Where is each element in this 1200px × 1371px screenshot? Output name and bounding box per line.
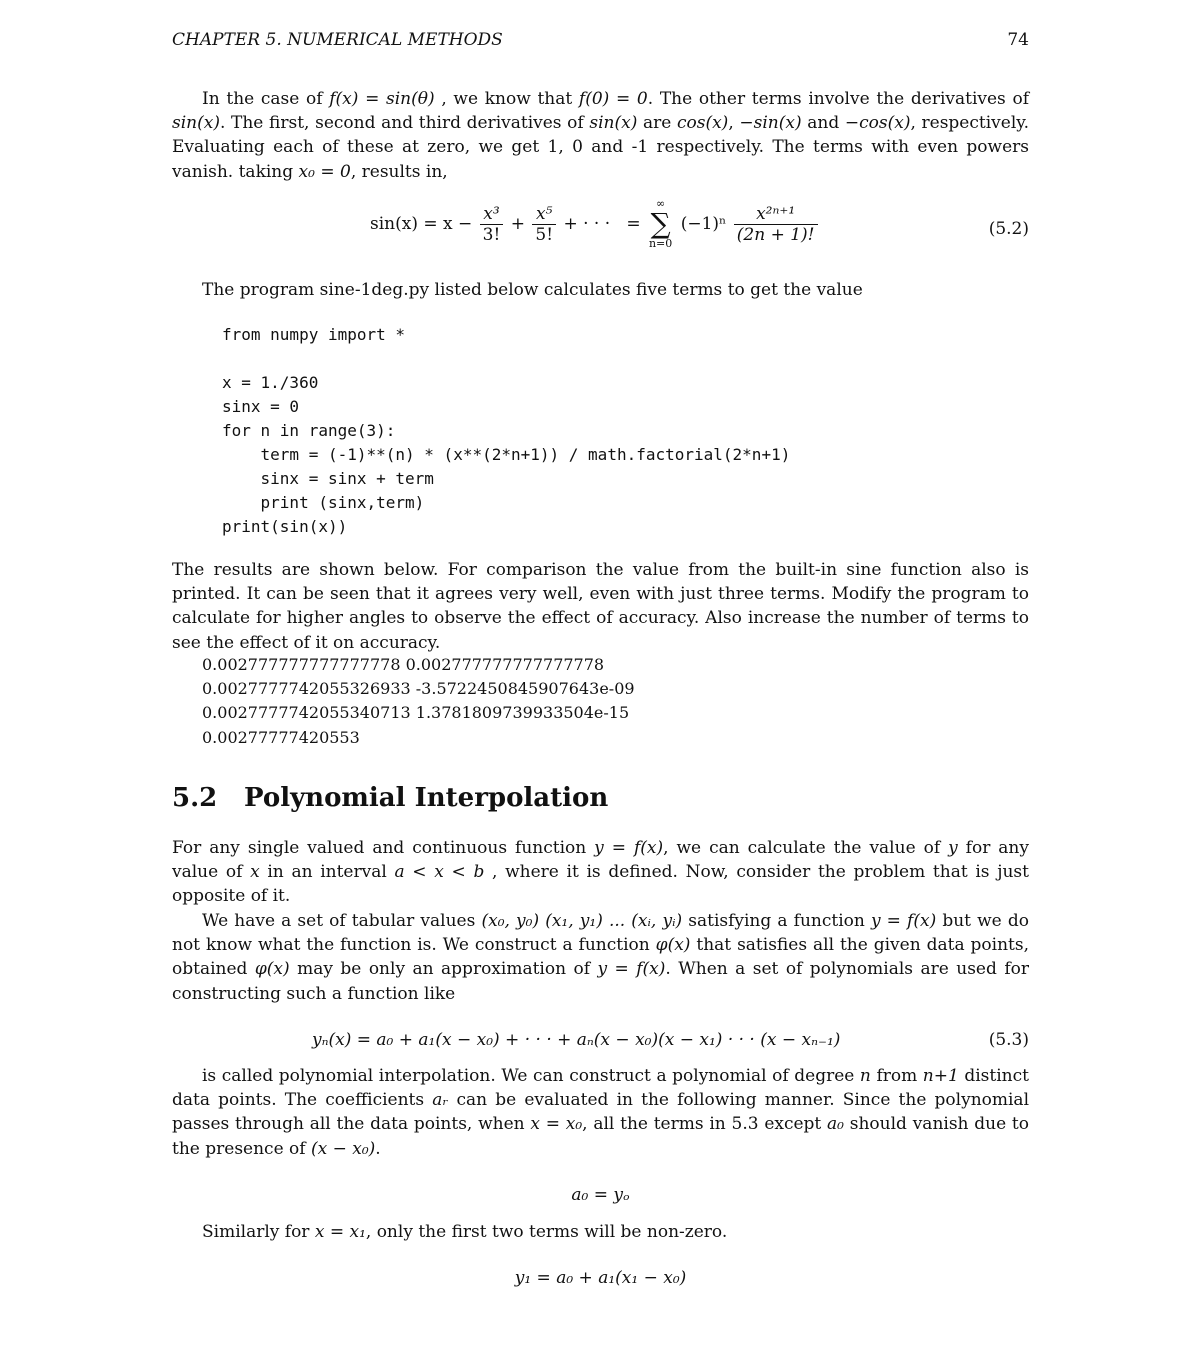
code-line: [222, 347, 790, 371]
intro-paragraph: In the case of f(x) = sin(θ) , we know that f(0) = 0. The other terms involve the derivatives of sin(x). The first, second and third derivatives of sin(x) are cos(x), −sin(x) and −cos(x), respectively. Evaluating each of these at zero, we get 1, 0 and -1 respectively. The terms with even powers vanish. taking x₀ = 0, results in,: [172, 89, 1030, 182]
code-listing: [222, 323, 790, 539]
interpolation-paragraph: For any single valued and continuous function y = f(x), we can calculate the value of y for any value of x in an interval a < x < b , where it is defined. Now, consider the problem that is just opposite of it.: [172, 838, 1029, 907]
sine-series: sin(x) = x − $\frac{\text{x³}}{3!}$ + $\frac{\text{x⁵}}{5!}$ + · · · = ∞ ∑ n=0 (−1)ⁿ $\frac{\text{x²ⁿ⁺¹}}{(2n + 1)!}$: [370, 198, 820, 250]
results-paragraph: The results are shown below. For comparison the value from the built-in sine function also is printed. It can be seen that it agrees very well, even with just three terms. Modify the program to calculate for higher angles to observe the effect of accuracy. Also increase the number of terms to see the effect of it on accuracy.: [172, 560, 1029, 653]
equation-number: (5.2): [988, 219, 1029, 239]
running-header: [172, 30, 1029, 56]
code-line: print(sin(x)): [222, 517, 348, 536]
program-output: [202, 653, 635, 750]
coefficients-paragraph: is called polynomial interpolation. We can construct a polynomial of degree n from n+1 distinct data points. The coefficients aᵣ can be evaluated in the following manner. Since the polynomial passes through all the data points, when x = x₀, all the terms in 5.3 except a₀ should vanish due to the presence of (x − x₀).: [172, 1066, 1030, 1159]
chapter-title: CHAPTER 5. NUMERICAL METHODS: [172, 30, 503, 50]
fraction-x5: $\frac{\text{x⁵}}{5!}$: [532, 204, 556, 245]
tabular-values-paragraph: We have a set of tabular values (x₀, y₀) (x₁, y₁) ... (xᵢ, yᵢ) satisfying a function y = f(x) but we do not know what the function is. We construct a function φ(x) that satisfies all the given data points, obtained φ(x) may be only an approximation of y = f(x). When a set of polynomials are used for constructing such a function like: [172, 911, 1029, 1004]
code-line: for n in range(3):: [222, 421, 396, 440]
interpolation-polynomial: yₙ(x) = a₀ + a₁(x − x₀) + · · · + aₙ(x − x₀)(x − x₁) · · · (x − xₙ₋₁): [312, 1030, 841, 1050]
similarly-paragraph: Similarly for x = x₁, only the first two terms will be non-zero.: [202, 1222, 728, 1242]
fraction-x3: $\frac{\text{x³}}{3!}$: [480, 204, 504, 245]
output-line: 0.0027777742055340713 1.3781809739933504e-15: [202, 703, 630, 723]
equation-y1: y₁ = a₀ + a₁(x₁ − x₀): [514, 1268, 687, 1288]
output-line: 0.002777777777777778 0.002777777777777778: [202, 655, 605, 674]
code-line: sinx = 0: [222, 397, 300, 416]
equation-5-2: [172, 198, 1029, 268]
equation-number: (5.3): [988, 1030, 1029, 1050]
section-heading: [172, 783, 608, 813]
code-line: print (sinx,term): [222, 493, 425, 512]
page-number: 74: [1007, 30, 1029, 50]
code-line: from numpy import *: [222, 325, 406, 344]
section-title: Polynomial Interpolation: [244, 783, 609, 813]
code-line: term = (-1)**(n) * (x**(2*n+1)) / math.factorial(2*n+1): [222, 445, 791, 464]
code-line: x = 1./360: [222, 373, 319, 392]
fraction-general-term: $\frac{\text{x²ⁿ⁺¹}}{(2n + 1)!}$: [734, 204, 818, 245]
summation: ∞ ∑ n=0: [648, 197, 673, 250]
output-line: 0.00277777420553: [202, 727, 360, 747]
section-number: 5.2: [172, 783, 218, 813]
output-line: 0.0027777742055326933 -3.5722450845907643e-09: [202, 679, 635, 699]
equation-a0: a₀ = yₒ: [571, 1185, 630, 1205]
program-intro: The program sine-1deg.py listed below calculates five terms to get the value: [202, 280, 863, 300]
code-line: sinx = sinx + term: [222, 469, 434, 488]
equation-5-3: [172, 1030, 1029, 1056]
